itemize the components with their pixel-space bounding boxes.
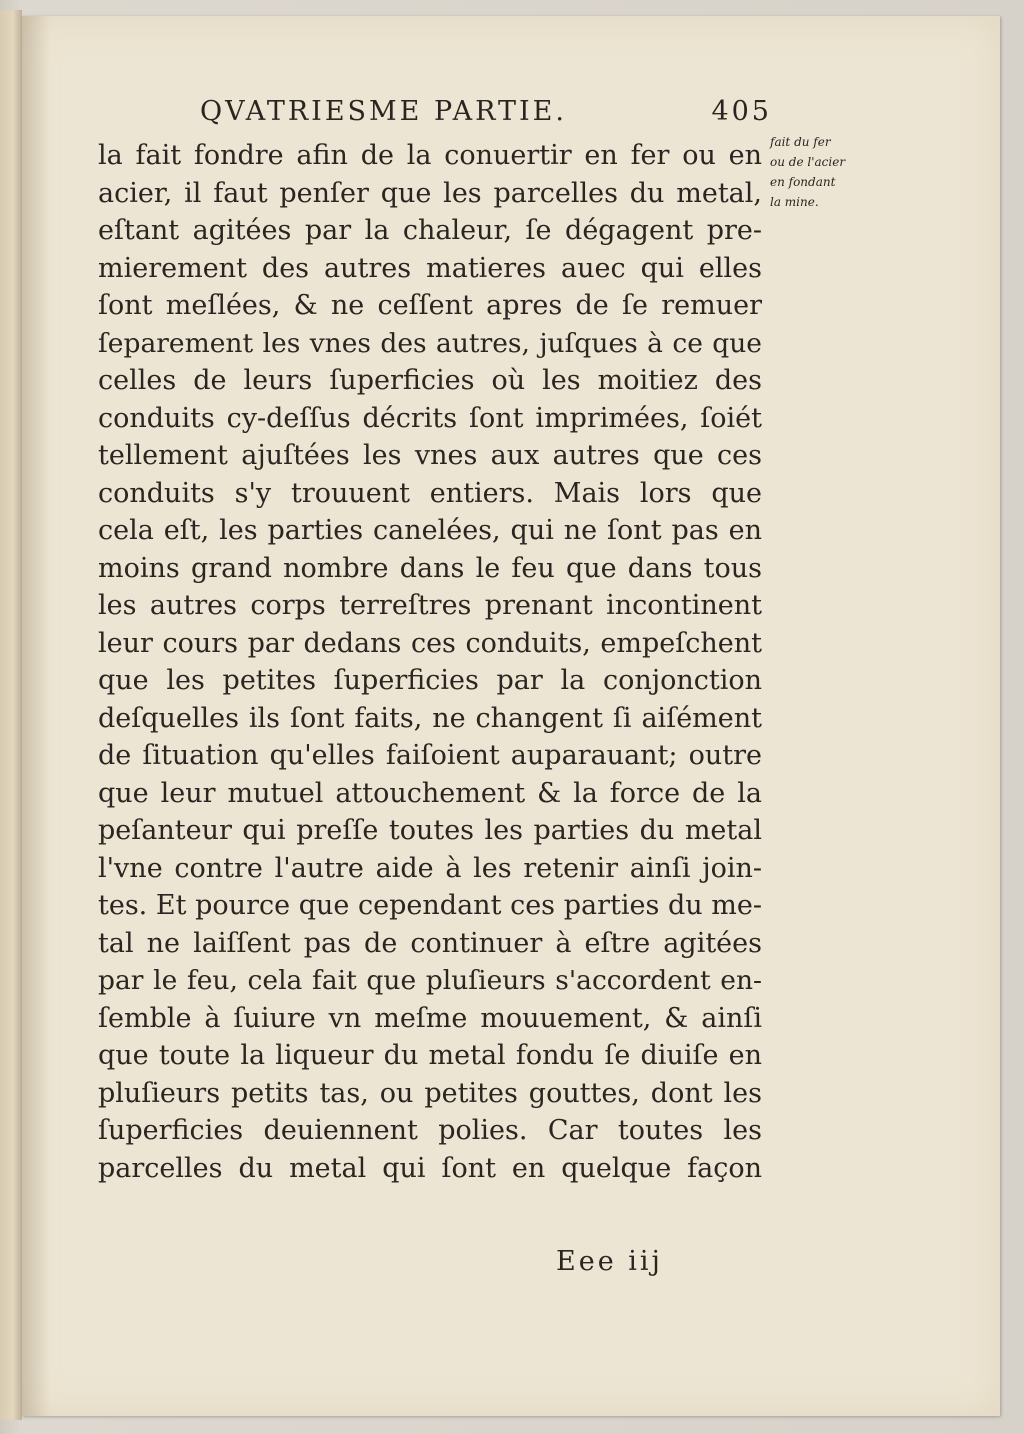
text-line: les autres corps terreſtres prenant incontinent <box>98 590 762 621</box>
gutter-shadow <box>22 16 50 1416</box>
text-line: conduits cy-deſſus décrits ſont imprimées, ſoiét <box>98 402 762 434</box>
text-line: tal ne laiſſent pas de continuer à eſtre agitées <box>98 927 762 959</box>
text-line: tellement ajuſtées les vnes aux autres que ces <box>98 440 762 471</box>
text-line: moins grand nombre dans le feu que dans tous <box>98 552 762 584</box>
text-line: acier, il faut penſer que les parcelles du metal, <box>98 177 762 209</box>
text-line: que toute la liqueur du metal fondu ſe diuiſe en <box>98 1040 762 1071</box>
marginal-note <box>770 132 880 212</box>
text-line: parcelles du metal qui ſont en quelque façon <box>98 1152 762 1184</box>
text-line: l'vne contre l'autre aide à les retenir ainſi join- <box>98 852 762 884</box>
text-line: pluſieurs petits tas, ou petites gouttes, dont les <box>98 1077 762 1109</box>
body-text <box>98 137 762 1262</box>
text-line: conduits s'y trouuent entiers. Mais lors que <box>98 477 762 509</box>
marginal-note-line: fait du fer <box>770 135 831 149</box>
text-line: mierement des autres matieres auec qui elles <box>98 252 762 284</box>
marginal-note-line: en fondant <box>770 175 836 189</box>
text-line: ſont meſlées, & ne ceſſent apres de ſe remuer <box>98 290 762 321</box>
marginal-note-line: la mine. <box>770 195 819 209</box>
text-line: tes. Et pource que cependant ces parties du me- <box>98 890 762 921</box>
running-head <box>200 96 772 136</box>
running-head-title: QVATRIESME PARTIE. <box>200 96 567 127</box>
text-line: peſanteur qui preſſe toutes les parties du metal <box>98 815 762 846</box>
text-line: celles de leurs ſuperficies où les moitiez des <box>98 365 762 396</box>
text-line: deſquelles ils ſont faits, ne changent ſi aiſément <box>98 702 762 734</box>
text-line: par le feu, cela fait que pluſieurs s'accordent en- <box>98 965 762 996</box>
text-line: que les petites ſuperficies par la conjonction <box>98 665 762 696</box>
text-line: la fait fondre afin de la conuertir en fer ou en <box>98 140 762 171</box>
text-line: eſtant agitées par la chaleur, ſe dégagent pre- <box>98 215 762 246</box>
facing-page-edge <box>0 10 22 1420</box>
text-line: que leur mutuel attouchement & la force de la <box>98 777 762 809</box>
page-number: 405 <box>711 96 772 127</box>
text-line: leur cours par dedans ces conduits, empeſchent <box>98 627 762 659</box>
signature-mark: Eee iij <box>556 1246 663 1277</box>
text-line: ſeparement les vnes des autres, juſques à ce que <box>98 327 762 359</box>
text-line: ſuperficies deuiennent polies. Car toutes les <box>98 1115 762 1146</box>
text-line: de ſituation qu'elles faiſoient auparauant; outre <box>98 740 762 771</box>
text-line: cela eſt, les parties canelées, qui ne ſont pas en <box>98 515 762 546</box>
marginal-note-line: ou de l'acier <box>770 155 846 169</box>
text-line: ſemble à ſuiure vn meſme mouuement, & ainſi <box>98 1002 762 1034</box>
